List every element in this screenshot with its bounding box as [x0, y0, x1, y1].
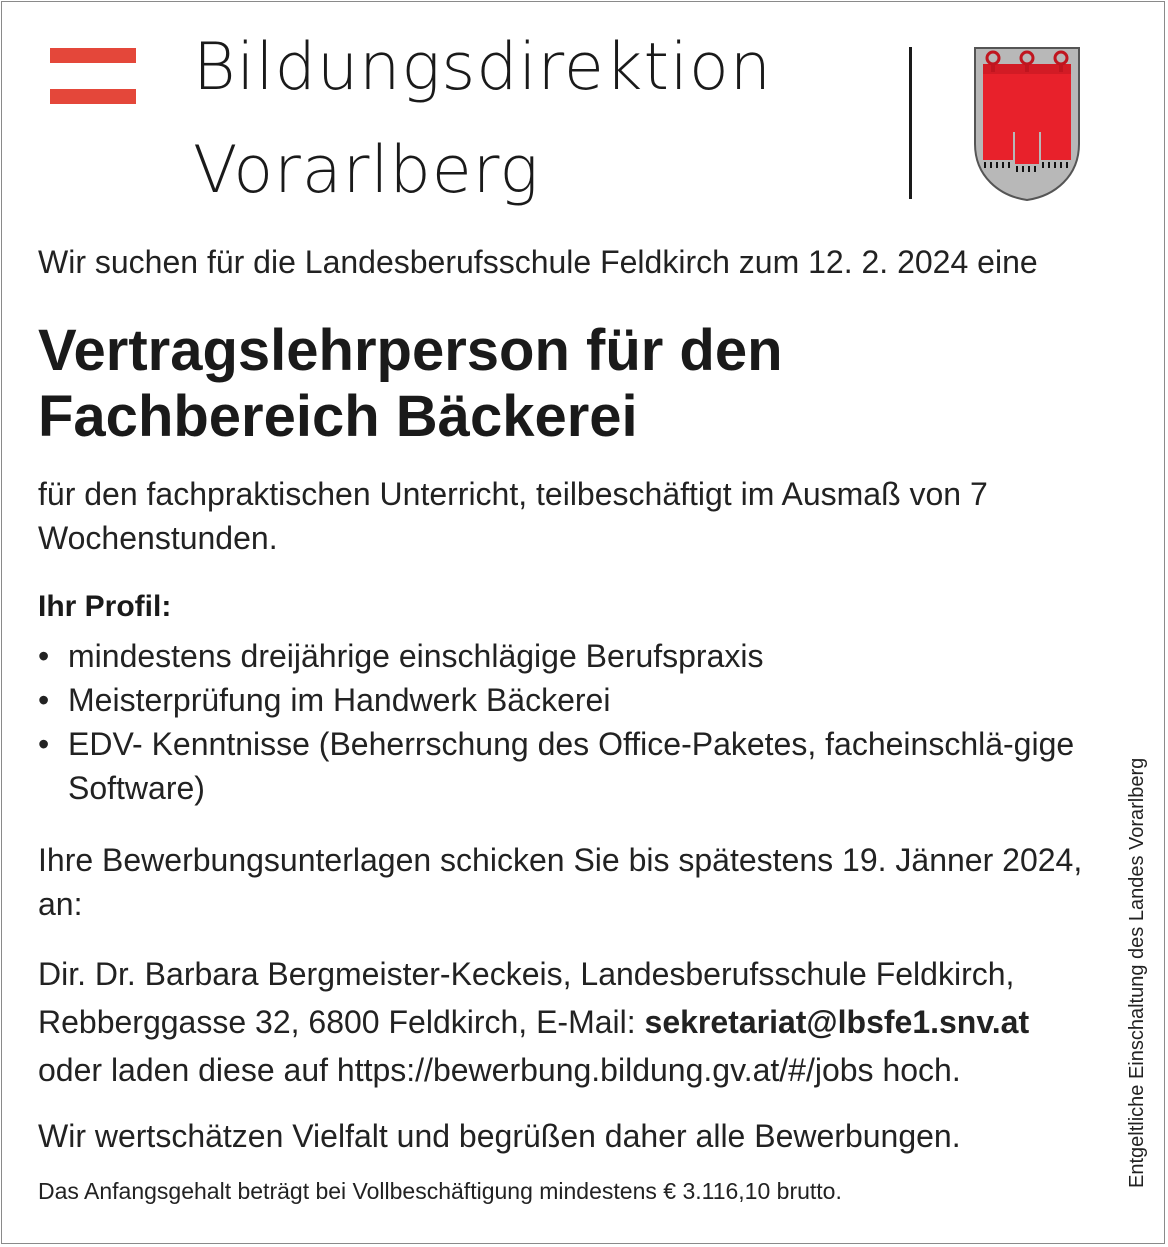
flag-stripe-bottom	[50, 89, 136, 104]
paid-advertisement-note: Entgeltliche Einschaltung des Landes Vorarlberg	[1126, 757, 1148, 1188]
profile-item-text: EDV- Kenntnisse (Beherrschung des Office-Paketes, facheinschlä-gige Software)	[68, 726, 1075, 806]
job-scope-text: für den fachpraktischen Unterricht, teilbeschäftigt im Ausmaß von 7 Wochenstunden.	[38, 476, 988, 556]
org-name-line1: Bildungsdirektion	[193, 30, 772, 105]
flag-stripe-top	[50, 48, 136, 63]
bullet-icon: •	[38, 638, 50, 674]
address-line1: Dir. Dr. Barbara Bergmeister-Keckeis, Landesberufsschule Feldkirch,	[38, 956, 1015, 992]
profile-item	[38, 634, 1118, 678]
job-title	[38, 318, 783, 450]
contact-address	[38, 950, 1128, 1094]
org-name-line2: Vorarlberg	[193, 133, 540, 208]
austria-flag-logo	[50, 48, 136, 104]
bullet-icon: •	[38, 726, 50, 762]
profile-item	[38, 722, 1118, 810]
email-link[interactable]: sekretariat@lbsfe1.snv.at	[644, 1004, 1030, 1040]
profile-item	[38, 678, 1118, 722]
profile-item-text: mindestens dreijährige einschlägige Berufspraxis	[68, 638, 764, 674]
intro-text: Wir suchen für die Landesberufsschule Feldkirch zum 12. 2. 2024 eine	[38, 244, 1038, 280]
profile-heading: Ihr Profil:	[38, 590, 172, 623]
salary-note: Das Anfangsgehalt beträgt bei Vollbeschäftigung mindestens € 3.116,10 brutto.	[38, 1178, 842, 1204]
application-deadline-text: Ihre Bewerbungsunterlagen schicken Sie bis spätestens 19. Jänner 2024, an:	[38, 842, 1083, 922]
bullet-icon: •	[38, 682, 50, 718]
address-line2-prefix: Rebberggasse 32, 6800 Feldkirch, E-Mail:	[38, 1004, 645, 1040]
job-title-line1: Vertragslehrperson für den	[38, 318, 783, 383]
profile-item-text: Meisterprüfung im Handwerk Bäckerei	[68, 682, 611, 718]
coat-of-arms-icon	[971, 44, 1083, 202]
profile-list	[38, 634, 1118, 810]
job-title-line2: Fachbereich Bäckerei	[38, 384, 638, 449]
address-line3: oder laden diese auf https://bewerbung.bildung.gv.at/#/jobs hoch.	[38, 1052, 961, 1088]
address-line2	[38, 998, 1128, 1046]
header-divider	[909, 47, 912, 199]
diversity-statement: Wir wertschätzen Vielfalt und begrüßen daher alle Bewerbungen.	[38, 1118, 961, 1154]
